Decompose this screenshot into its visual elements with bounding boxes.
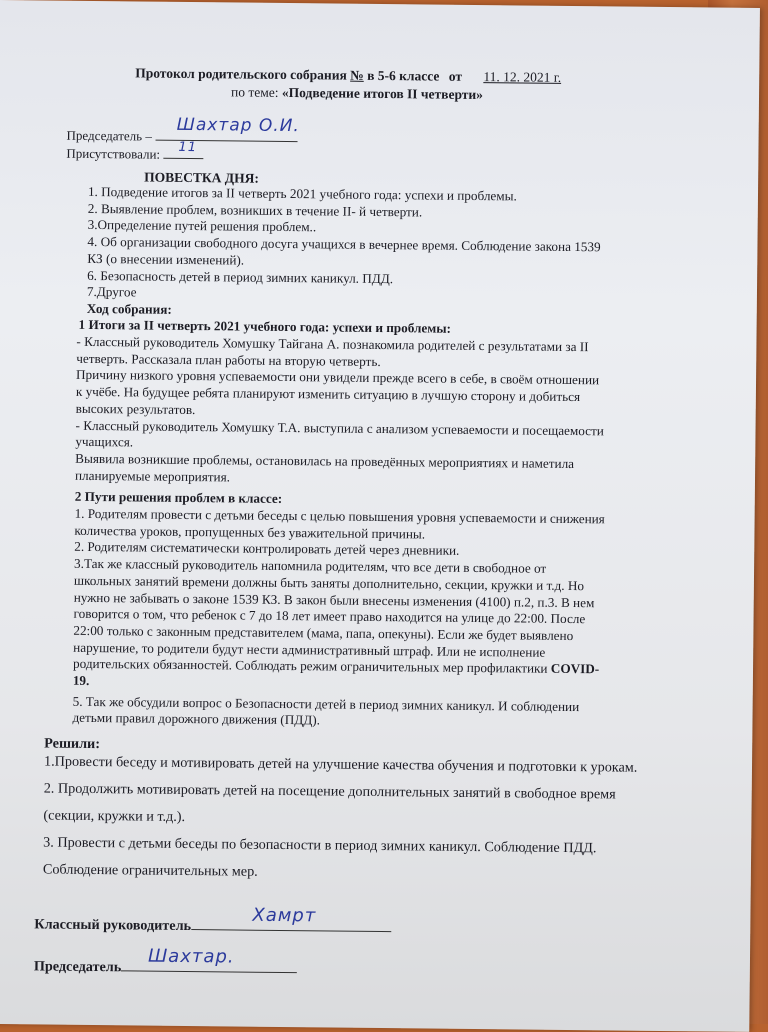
- section2-line: детьми правил дорожного движения (ПДД).: [72, 710, 321, 728]
- chair-label: Председатель –: [66, 127, 152, 144]
- agenda-item: 4. Об организации свободного досуга учащихся в вечернее время. Соблюдение закона 1539: [87, 234, 601, 255]
- chair-signature: Шахтар.: [147, 945, 235, 968]
- section2-item5: [72, 694, 677, 734]
- chair-signature-top: Шахтар О.И.: [176, 114, 300, 137]
- section2-line: 2. Родителям систематически контролировать детей через дневники.: [74, 539, 460, 559]
- protocol-number-label: №: [350, 67, 364, 83]
- present-count: 11: [178, 139, 198, 156]
- section1-line: учащихся.: [75, 434, 134, 450]
- agenda-heading: ПОВЕСТКА ДНЯ:: [144, 169, 259, 186]
- section1-title: 1 Итоги за II четверть 2021 учебного года: успехи и проблемы:: [78, 316, 452, 336]
- section2-line: говорится о том, что ребенок с 7 до 18 лет имеет право находится на улице до 22:00. После: [73, 606, 586, 627]
- section2-line: 3.Так же классный руководитель напомнила родителям, что все дети в свободное от: [74, 555, 547, 576]
- agenda-item: 1. Подведение итогов за II четверть 2021 учебного года: успехи и проблемы.: [87, 183, 517, 204]
- section2-line: количества уроков, пропущенных без уважительной причины.: [74, 522, 426, 542]
- topic-text: «Подведение итогов II четверти»: [281, 84, 484, 103]
- section1-line: планируемые мероприятия.: [74, 467, 231, 485]
- section2-line: родительских обязанностей. Соблюдать режим ограничительных мер профилактики: [72, 656, 548, 677]
- section2-line: 5. Так же обсудили вопрос о Безопасности детей в период зимних каникул. И соблюдении: [72, 693, 580, 714]
- title-prefix: Протокол родительского собрания: [135, 65, 347, 83]
- section1-line: к учёбе. На будущее ребята планируют изменить ситуацию в лучшую сторону и добиться: [75, 383, 581, 405]
- teacher-signature-field: [34, 913, 391, 937]
- protocol-topic: [231, 84, 483, 103]
- agenda-item: 7.Другое: [86, 284, 137, 300]
- section1-text: [75, 334, 677, 491]
- section2-line: школьных занятий времени должны быть заняты дополнительно, секции, кружки и т.д. Но: [73, 572, 585, 593]
- section2-line: нарушение, то родители будут нести административный штраф. Или не исполнение: [73, 639, 546, 660]
- agenda-item: КЗ (о внесении изменений).: [87, 250, 245, 268]
- meeting-date: 11. 12. 2021 г.: [483, 69, 562, 85]
- section2-line: 1. Родителям провести с детьми беседы с целью повышения уровня успеваемости и снижения: [74, 505, 605, 527]
- from-label: от: [448, 68, 463, 84]
- section1-line: Причину низкого уровня успеваемости они увидели прежде всего в себе, в своём отношении: [76, 367, 600, 388]
- section1-line: - Классный руководитель Хомушку Т.А. выступила с анализом успеваемости и посещаемости: [75, 417, 604, 438]
- section1-line: - Классный руководитель Хомушку Тайгана А. познакомила родителей с результатами за II: [76, 333, 589, 355]
- decision-item: (секции, кружки и т.д.).: [43, 807, 186, 825]
- class-text: в 5-6 классе: [367, 67, 440, 84]
- agenda-list: [87, 184, 601, 306]
- section1-line: четверть. Рассказала план работы на вторую четверть.: [76, 350, 381, 369]
- section2-line: нужно не забывать о законе 1539 КЗ. В закон были внесены изменения (4100) п.2, п.3. В нем: [73, 589, 595, 610]
- agenda-item: 3.Определение путей решения проблем..: [87, 217, 317, 235]
- agenda-item: 2. Выявление проблем, возникших в течение II- й четверти.: [87, 200, 423, 220]
- agenda-item: 6. Безопасность детей в период зимних каникул. ПДД.: [87, 267, 394, 286]
- decision-item: Соблюдение ограничительных мер.: [42, 861, 258, 880]
- decision-item: 1.Провести беседу и мотивировать детей на улучшение качества обучения и подготовки к урокам.: [43, 753, 638, 776]
- chair-bottom-label: Председатель: [33, 958, 122, 976]
- present-label: Присутствовали:: [66, 145, 161, 162]
- covid-label: COVID-: [550, 661, 600, 677]
- teacher-signature: Хамрт: [252, 904, 317, 927]
- section2-title: 2 Пути решения проблем в классе:: [74, 488, 283, 506]
- decision-item: 3. Провести с детьми беседы по безопасности в период зимних каникул. Соблюдение ПДД.: [43, 834, 597, 857]
- section2-text: [72, 506, 679, 733]
- decision-item: 2. Продолжить мотивировать детей на посещение дополнительных занятий в свободное время: [43, 780, 616, 803]
- section1-line: Выявила возникшие проблемы, остановилась на проведённых мероприятиях и наметила: [75, 450, 575, 471]
- covid-number: 19.: [72, 672, 90, 689]
- section2-line: 22:00 только с законным представителем (мама, папа, опекуны). Если же будет выявлено: [73, 622, 574, 643]
- decisions-heading: Решили:: [44, 735, 101, 753]
- teacher-label: Классный руководитель: [34, 916, 192, 935]
- protocol-title: [135, 65, 561, 85]
- meeting-heading: Ход собрания:: [86, 300, 172, 317]
- section1-line: высоких результатов.: [75, 400, 196, 417]
- topic-prefix: по теме:: [230, 84, 279, 100]
